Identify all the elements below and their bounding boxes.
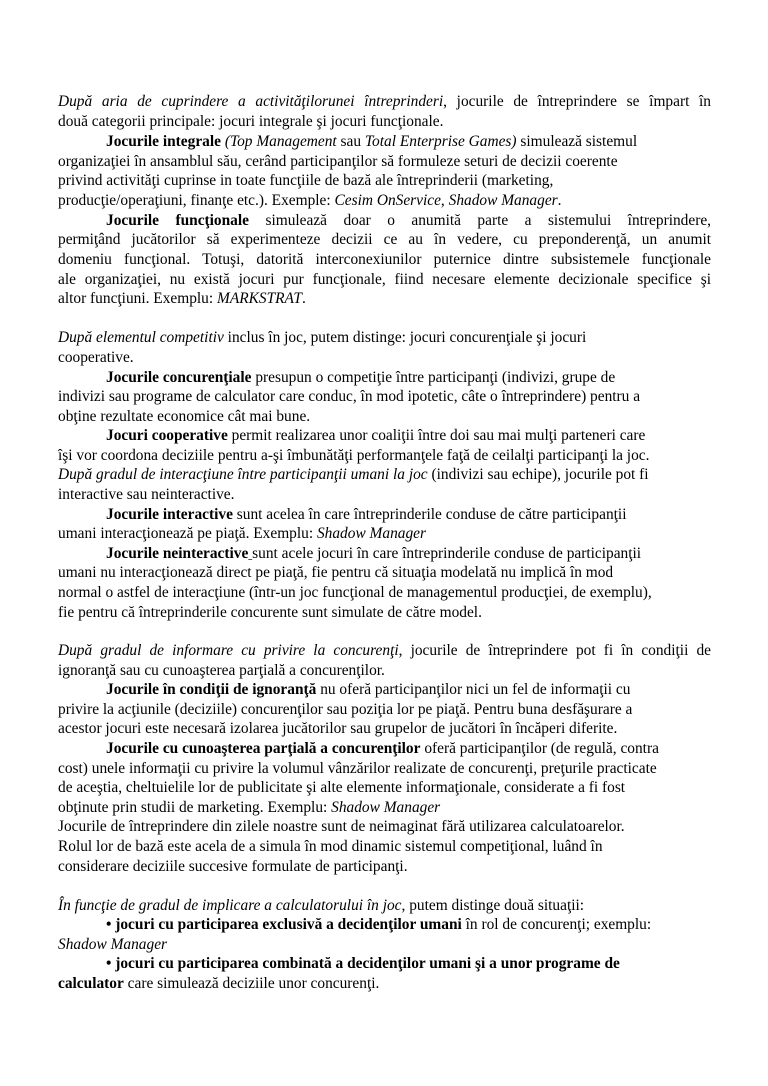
ignorance-games-paragraph: Jocurile în condiţii de ignoranţă nu oferă participanţilor nici un fel de informaţii cu [106, 681, 631, 698]
section-interaction-intro-line2: interactive sau neinteractive. [58, 486, 235, 503]
closing-paragraph-line: considerare deciziile succesive formulate de participanţi. [58, 858, 408, 875]
section-computer-heading: În funcţie de gradul de implicare a calculatorului în joc [58, 897, 402, 914]
example-name: Shadow Manager [448, 192, 558, 209]
paragraph-line: privire la acţiunile (deciziile) concurenţilor sau poziţia lor pe piaţă. Pentru buna desfăşurare a [58, 701, 633, 718]
ignorance-games-term: Jocurile în condiţii de ignoranţă [106, 681, 317, 698]
interactive-games-paragraph: Jocurile interactive sunt acelea în care întreprinderile conduse de către participanţii [106, 506, 627, 523]
paragraph-line: acestor jocuri este necesară izolarea jucătorilor sau grupelor de jucători în încăperi diferite. [58, 720, 618, 737]
paragraph-line: domeniu funcţional. Totuşi, datorită interconexiunilor puternice dintre subsistemele funcţionale [58, 251, 711, 268]
example-name: MARKSTRAT [217, 290, 302, 307]
partial-knowledge-games-term: Jocurile cu cunoaşterea parţială a concurenţilor [106, 740, 421, 757]
paragraph-line: umani interacţionează pe piaţă. Exemplu: Shadow Manager [58, 525, 426, 542]
paragraph-line: îşi vor coordona deciziile pentru a-şi îmbunătăţi performanţele faţă de ceilalţi participanţi la joc. [58, 447, 650, 464]
closing-paragraph-line: Jocurile de întreprindere din zilele noastre sunt de neimaginat fără utilizarea calculatoarelor. [58, 818, 625, 835]
section-information-intro: După gradul de informare cu privire la concurenţi, jocurile de întreprindere pot fi în condiţii de [58, 642, 711, 659]
section-interaction-heading: După gradul de interacţiune între participanţii umani la joc [58, 466, 428, 483]
concurential-games-paragraph: Jocurile concurenţiale presupun o competiţie între participanţi (indivizi, grupe de [106, 369, 616, 386]
section-information-heading: După gradul de informare cu privire la concurenţi [58, 642, 399, 659]
bullet-item-example [58, 935, 167, 955]
bullet-item-combined-line2: calculator care simulează deciziile unor concurenţi. [58, 975, 380, 992]
paragraph-line: de aceştia, cheltuielile lor de publicitate şi alte elemente informaţionale, considerate a fi fost [58, 779, 626, 796]
paragraph-line: cost) unele informaţii cu privire la volumul vânzărilor realizate de concurenţi, preţurile practicate [58, 760, 657, 777]
paragraph-line: obţinute prin studii de marketing. Exemplu: Shadow Manager [58, 799, 441, 816]
paragraph-line: fie pentru că întreprinderile concurente sunt simulate de către model. [58, 604, 482, 621]
example-name: Shadow Manager [58, 936, 168, 953]
integral-games-paragraph: Jocurile integrale (Top Management sau Total Enterprise Games) simulează sistemul [106, 133, 638, 150]
cooperative-games-term: Jocuri cooperative [106, 427, 228, 444]
closing-paragraph-line: Rolul lor de bază este acela de a simula în mod dinamic sistemul competiţional, luând în [58, 838, 603, 855]
section-computer-intro: În funcţie de gradul de implicare a calculatorului în joc, putem distinge două situaţii: [58, 897, 585, 914]
partial-knowledge-games-paragraph: Jocurile cu cunoaşterea parţială a concurenţilor oferă participanţilor (de regulă, contra [106, 740, 659, 757]
noninteractive-games-paragraph: Jocurile neinteractive sunt acele jocuri în care întreprinderile conduse de participanţii [106, 545, 642, 562]
noninteractive-games-term: Jocurile neinteractive [106, 545, 249, 562]
section-competitive-intro: După elementul competitiv inclus în joc, putem distinge: jocuri concurenţiale şi jocuri [58, 329, 587, 346]
paragraph-line: indivizi sau programe de calculator care conduc, în mod ipotetic, câte o întreprindere) pentru a [58, 388, 641, 405]
bullet-item-combined [106, 954, 620, 974]
paragraph-line: ale organizaţiei, nu există jocuri pur funcţionale, fiind necesare elemente decizionale specifice şi [58, 271, 711, 288]
paragraph-line: obţine rezultate economice cât mai bune. [58, 408, 311, 425]
example-name: Shadow Manager [331, 799, 441, 816]
paragraph-line: umani nu interacţionează direct pe piaţă, fie pentru că situaţia modelată nu implică în mod [58, 564, 614, 581]
section-interaction-intro: După gradul de interacţiune între participanţii umani la joc (indivizi sau echipe), jocurile pot fi [58, 466, 649, 483]
bullet-combined-term: • jocuri cu participarea combinată a decidenţilor umani şi a unor programe de [106, 955, 620, 972]
paragraph-line: privind activităţi cuprinse in toate funcţiile de bază ale întreprinderii (marketing, [58, 172, 554, 189]
section-competitive-intro-line2: cooperative. [58, 349, 134, 366]
example-name: Shadow Manager [316, 525, 426, 542]
interactive-games-term: Jocurile interactive [106, 506, 233, 523]
example-name: Cesim OnService [334, 192, 441, 209]
paragraph-line: altor funcţiuni. Exemplu: MARKSTRAT. [58, 290, 306, 307]
section-area-intro: După aria de cuprindere a activităţilorunei întreprinderi, jocurile de întreprindere se împart în [58, 93, 711, 110]
bullet-item-human-only: • jocuri cu participarea exclusivă a decidenţilor umani în rol de concurenţi; exemplu: [106, 916, 652, 933]
paragraph-line: permiţând jucătorilor să experimenteze decizii ce au în vedere, cu preponderenţă, un anumit [58, 231, 711, 248]
section-area-intro-line2: două categorii principale: jocuri integrale şi jocuri funcţionale. [58, 113, 444, 130]
section-competitive-heading: După elementul competitiv [58, 329, 224, 346]
bullet-human-only-term: • jocuri cu participarea exclusivă a decidenţilor umani [106, 916, 462, 933]
cooperative-games-paragraph: Jocuri cooperative permit realizarea unor coaliţii între doi sau mai mulţi parteneri care [106, 427, 646, 444]
section-area-heading: După aria de cuprindere a activităţilorunei întreprinderi [58, 93, 444, 110]
paragraph-line: normal o astfel de interacţiune (într-un joc funcţional de managementul producţiei, de exemplu), [58, 584, 652, 601]
functional-games-term: Jocurile funcţionale [106, 212, 249, 229]
paragraph-line: producţie/operaţiuni, finanţe etc.). Exemple: Cesim OnService, Shadow Manager. [58, 192, 562, 209]
integral-games-term: Jocurile integrale [106, 133, 221, 150]
functional-games-paragraph: Jocurile funcţionale simulează doar o anumită parte a sistemului întreprindere, [106, 212, 711, 229]
paragraph-line: organizaţiei în ansamblul său, cerând participanţilor să formuleze seturi de decizii coerente [58, 153, 618, 170]
section-information-intro-line2: ignoranţă sau cu cunoaşterea parţială a concurenţilor. [58, 662, 385, 679]
concurential-games-term: Jocurile concurenţiale [106, 369, 252, 386]
